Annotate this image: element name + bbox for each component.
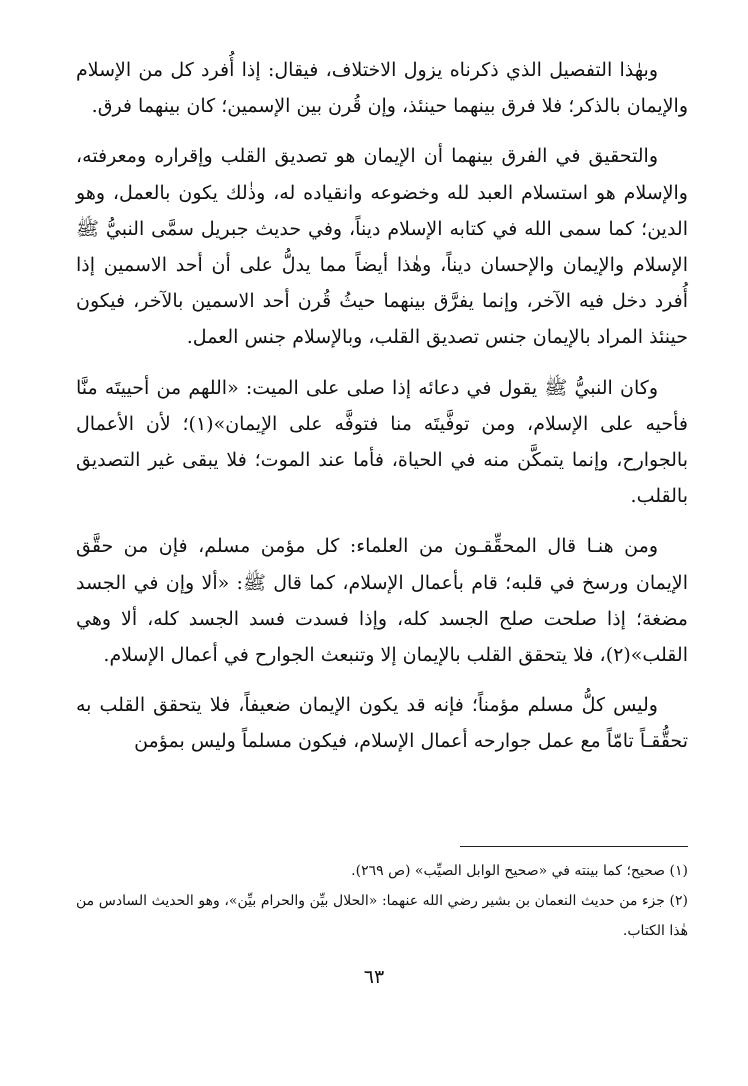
footnotes — [76, 856, 688, 946]
paragraph-4: ومن هنـا قال المحقِّقـون من العلماء: كل مؤمن مسلم، فإن من حقَّق الإيمان ورسخ في قلبه؛ قام بأعمال الإسلام، كما قال ﷺ: «ألا وإن في الجسد مضغة؛ إذا صلحت صلح الجسد كله، وإذا فسدت فسد الجسد كله، ألا وهي القلب»(٢)، فلا يتحقق القلب بالإيمان إلا وتنبعث الجوارح في أعمال الإسلام. — [76, 535, 688, 667]
footnote-1: (١) صحيح؛ كما بينته في «صحيح الوابل الصيِّب» (ص ٢٦٩). — [351, 863, 688, 879]
paragraph-5: وليس كلُّ مسلم مؤمناً؛ فإنه قد يكون الإيمان ضعيفاً، فلا يتحقق القلب به تحقُّقـاً تامّاً مع عمل جوارحه أعمال الإسلام، فيكون مسلماً وليس بمؤمن — [76, 694, 688, 753]
paragraph-1: وبهٰذا التفصيل الذي ذكرناه يزول الاختلاف، فيقال: إذا أُفرد كل من الإسلام والإيمان بالذكر؛ فلا فرق بينهما حينئذ، وإن قُرن بين الإسمين؛ كان بينهما فرق. — [76, 59, 688, 118]
footnote-2: (٢) جزء من حديث النعمان بن بشير رضي الله عنهما: «الحلال بيِّن والحرام بيِّن»، وهو الحديث السادس من هٰذا الكتاب. — [76, 893, 688, 939]
paragraph-3: وكان النبيُّ ﷺ يقول في دعائه إذا صلى على الميت: «اللهم من أحييتَه منَّا فأحيه على الإسلام، ومن توفَّيتَه منا فتوفَّه على الإيمان»(١)؛ لأن الأعمال بالجوارح، وإنما يتمكَّن منه في الحياة، فأما عند الموت؛ فلا يبقى غير التصديق بالقلب. — [76, 376, 688, 508]
paragraph-2: والتحقيق في الفرق بينهما أن الإيمان هو تصديق القلب وإقراره ومعرفته، والإسلام هو استسلام العبد لله وخضوعه وانقياده له، وذٰلك يكون بالعمل، وهو الدين؛ كما سمى الله في كتابه الإسلام ديناً، وفي حديث جبريل سمَّى النبيُّ ﷺ الإسلام والإيمان والإحسان ديناً، وهٰذا أيضاً مما يدلُّ على أن أحد الاسمين إذا أُفرد دخل فيه الآخر، وإنما يفرَّق بينهما حيثُ قُرن أحد الاسمين بالآخر، فيكون حينئذ المراد بالإيمان جنس تصديق القلب، وبالإسلام جنس العمل. — [76, 145, 688, 349]
main-text — [76, 52, 688, 774]
footnote-separator — [460, 846, 688, 847]
page-number: ٦٣ — [363, 966, 385, 988]
